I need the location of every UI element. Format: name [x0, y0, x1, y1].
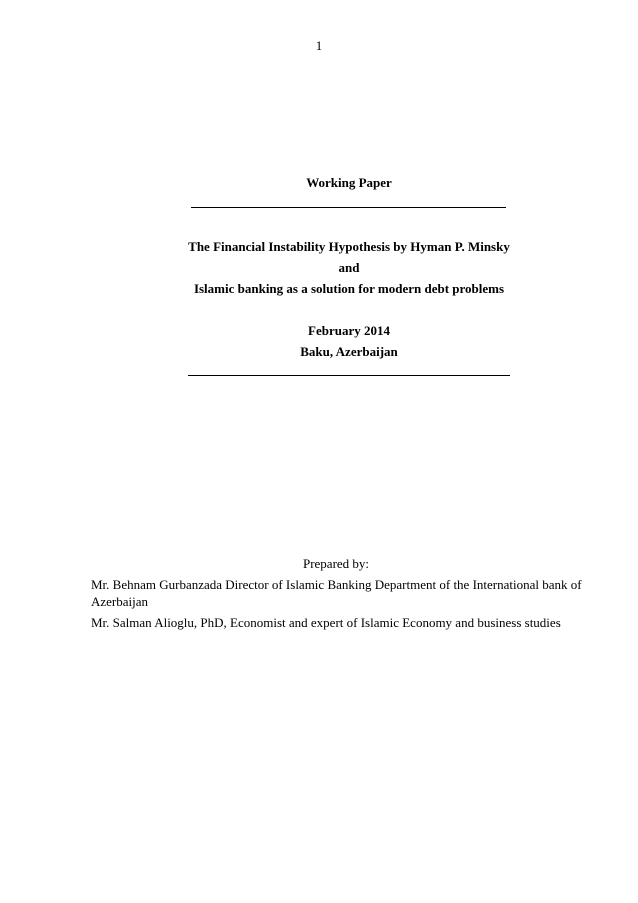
author-2: Mr. Salman Alioglu, PhD, Economist and expert of Islamic Economy and business studies — [91, 615, 561, 630]
title-conjunction: and — [338, 260, 360, 275]
date: February 2014 — [308, 323, 390, 338]
working-paper-heading: Working Paper — [306, 175, 392, 190]
page-number: 1 — [315, 38, 323, 53]
place: Baku, Azerbaijan — [300, 344, 398, 359]
title-line-1: The Financial Instability Hypothesis by Hyman P. Minsky — [188, 239, 510, 254]
top-divider — [191, 207, 506, 208]
bottom-divider — [188, 375, 510, 376]
author-1: Mr. Behnam Gurbanzada Director of Islamic Banking Department of the International bank of Azerbaijan — [91, 577, 582, 609]
title-line-2: Islamic banking as a solution for modern debt problems — [193, 281, 505, 296]
prepared-by-label: Prepared by: — [302, 556, 370, 571]
